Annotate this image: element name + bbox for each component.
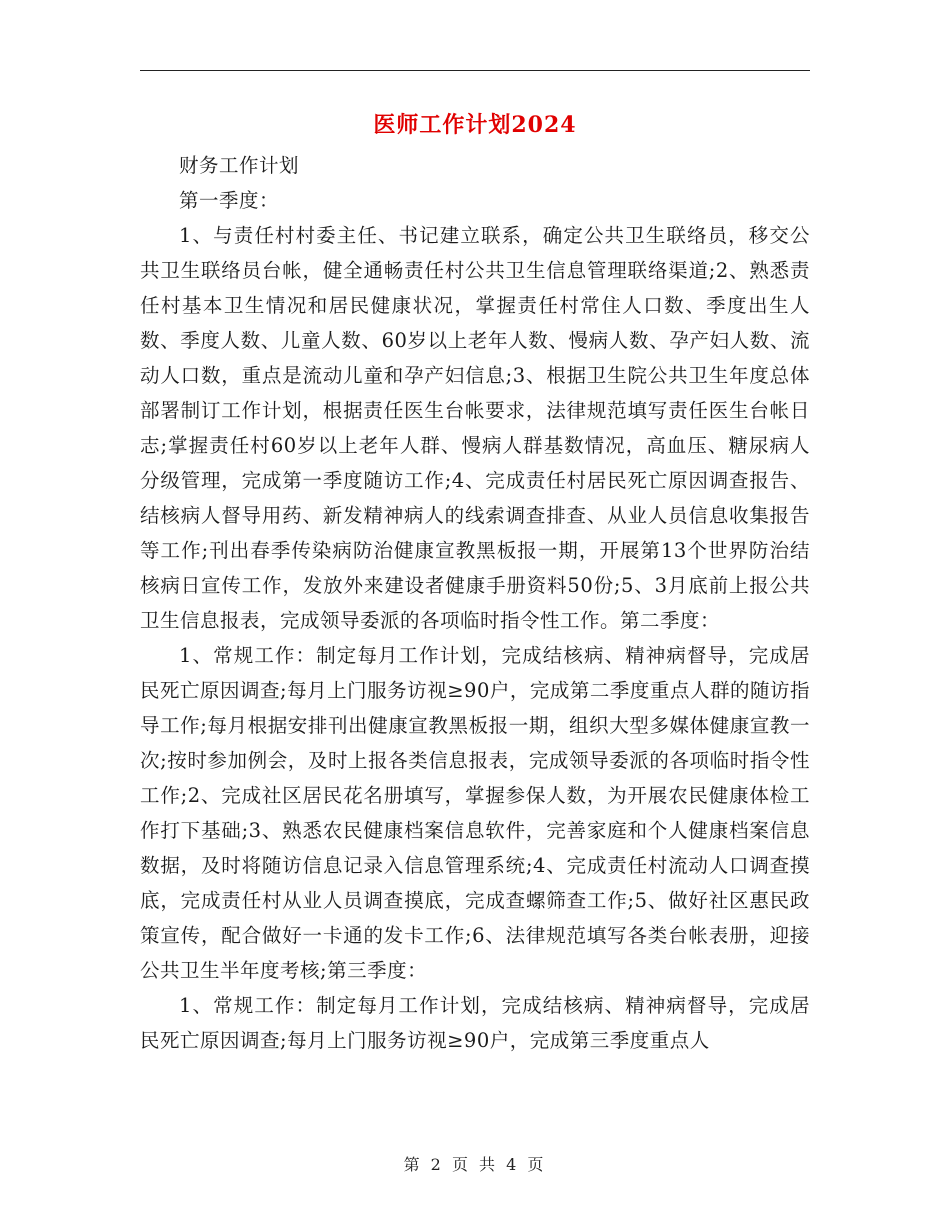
body-paragraph: 1、与责任村村委主任、书记建立联系，确定公共卫生联络员，移交公共卫生联络员台帐，健全通畅责任村公共卫生信息管理联络渠道;2、熟悉责任村基本卫生情况和居民健康状况，掌握责任村常住人口数、季度出生人数、季度人数、儿童人数、60岁以上老年人数、慢病人数、孕产妇人数、流动人口数，重点是流动儿童和孕产妇信息;3、根据卫生院公共卫生年度总体部署制订工作计划，根据责任医生台帐要求，法律规范填写责任医生台帐日志;掌握责任村60岁以上老年人群、慢病人群基数情况，高血压、糖尿病人分级管理，完成第一季度随访工作;4、完成责任村居民死亡原因调查报告、结核病人督导用药、新发精神病人的线索调查排查、从业人员信息收集报告等工作;刊出春季传染病防治健康宣教黑板报一期，开展第13个世界防治结核病日宣传工作，发放外来建设者健康手册资料50份;5、3月底前上报公共卫生信息报表，完成领导委派的各项临时指令性工作。第二季度： <box>140 224 810 632</box>
page-number-footer: 第 2 页 共 4 页 <box>403 1155 547 1174</box>
body-paragraph: 1、常规工作：制定每月工作计划，完成结核病、精神病督导，完成居民死亡原因调查;每月上门服务访视≥90户，完成第二季度重点人群的随访指导工作;每月根据安排刊出健康宣教黑板报一期，组织大型多媒体健康宣教一次;按时参加例会，及时上报各类信息报表，完成领导委派的各项临时指令性工作;2、完成社区居民花名册填写，掌握参保人数，为开展农民健康体检工作打下基础;3、熟悉农民健康档案信息软件，完善家庭和个人健康档案信息数据，及时将随访信息记录入信息管理系统;4、完成责任村流动人口调查摸底，完成责任村从业人员调查摸底，完成查螺筛查工作;5、做好社区惠民政策宣传，配合做好一卡通的发卡工作;6、法律规范填写各类台帐表册，迎接公共卫生半年度考核;第三季度： <box>140 644 810 982</box>
body-paragraph: 1、常规工作：制定每月工作计划，完成结核病、精神病督导，完成居民死亡原因调查;每月上门服务访视≥90户，完成第三季度重点人 <box>140 994 810 1052</box>
header-rule <box>140 70 810 71</box>
quarter-heading: 第一季度： <box>179 189 280 212</box>
document-title: 医师工作计划2024 <box>373 112 577 138</box>
document-body <box>140 148 810 1058</box>
section-heading: 财务工作计划 <box>179 154 300 177</box>
